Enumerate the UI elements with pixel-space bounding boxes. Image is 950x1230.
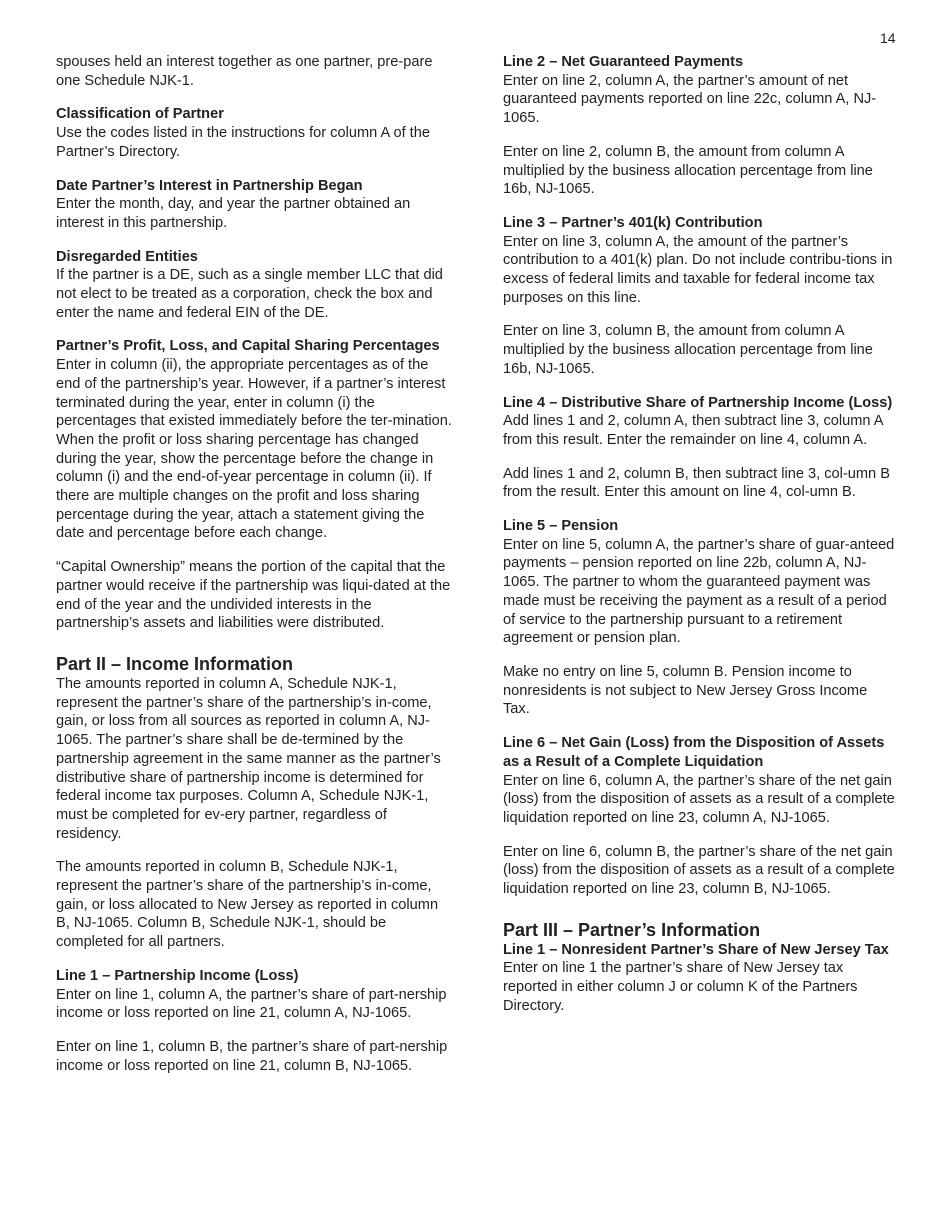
line1-heading: Line 1 – Partnership Income (Loss) bbox=[56, 967, 299, 984]
line6-text-2: Enter on line 6, column B, the partner’s share of the net gain (loss) from the disposition of assets as a result of a complete liquidation reported on line 23, column B, NJ-1065. bbox=[503, 843, 895, 898]
left-column bbox=[56, 53, 452, 1075]
line4-heading: Line 4 – Distributive Share of Partnership Income (Loss) bbox=[503, 394, 893, 411]
date-heading: Date Partner’s Interest in Partnership Began bbox=[56, 177, 363, 194]
part2-text-1: The amounts reported in column A, Schedule NJK-1, represent the partner’s share of the partnership’s in-come, gain, or loss from all sources as reported in column A, NJ-1065. The partner’s share shall be de-termined by the partnership agreement in the same manner as the partner’s distributive share of partnership income is determined for federal income tax purposes. Column A, Schedule NJK-1, must be completed for ev-ery partner, regardless of residency. bbox=[56, 675, 441, 842]
part2-section bbox=[56, 653, 452, 843]
capital-ownership-section bbox=[56, 558, 452, 633]
part2-column-b bbox=[56, 858, 452, 952]
disregarded-text: If the partner is a DE, such as a single member LLC that did not elect to be treated as a corporation, check the box and enter the name and federal EIN of the DE. bbox=[56, 267, 443, 321]
line2-section bbox=[503, 53, 897, 128]
line4-column-b bbox=[503, 465, 897, 502]
line6-text-1: Enter on line 6, column A, the partner’s share of the net gain (loss) from the disposition of assets as a result of a complete liquidation reported on line 23, column A, NJ-1065. bbox=[503, 772, 895, 826]
line6-section bbox=[503, 734, 897, 828]
part3-line1-heading: Line 1 – Nonresident Partner’s Share of New Jersey Tax bbox=[503, 941, 889, 958]
line4-text-2: Add lines 1 and 2, column B, then subtract line 3, col-umn B from the result. Enter this amount on line 4, col-umn B. bbox=[503, 465, 890, 501]
line4-text-1: Add lines 1 and 2, column A, then subtract line 3, column A from this result. Enter the remainder on line 4, column A. bbox=[503, 413, 883, 448]
line5-column-b bbox=[503, 663, 897, 719]
part2-heading: Part II – Income Information bbox=[56, 653, 294, 674]
line2-text-1: Enter on line 2, column A, the partner’s amount of net guaranteed payments reported on line 22c, column A, NJ-1065. bbox=[503, 72, 877, 127]
line2-heading: Line 2 – Net Guaranteed Payments bbox=[503, 54, 744, 70]
classification-heading: Classification of Partner bbox=[56, 106, 224, 123]
classification-text: Use the codes listed in the instructions for column A of the Partner’s Directory. bbox=[56, 125, 430, 160]
classification-section bbox=[56, 105, 452, 161]
line3-text-2: Enter on line 3, column B, the amount from column A multiplied by the business allocation percentage from line 16b, NJ-1065. bbox=[503, 323, 873, 377]
page-number: 14 bbox=[880, 30, 896, 46]
percentages-heading: Partner’s Profit, Loss, and Capital Sharing Percentages bbox=[56, 338, 440, 355]
right-column bbox=[503, 53, 897, 1016]
line5-text-1: Enter on line 5, column A, the partner’s share of guar-anteed payments – pension reported on line 22b, column A, NJ-1065. The partner to whom the guaranteed payment was made must be receiving the payment as a result of a period of service to the partnership pursuant to a retirement agreement or pension plan. bbox=[503, 536, 895, 647]
percentages-section bbox=[56, 337, 452, 543]
line6-heading: Line 6 – Net Gain (Loss) from the Disposition of Assets as a Result of a Complete Liquidation bbox=[503, 735, 885, 770]
intro-paragraph bbox=[56, 53, 452, 90]
line1-column-b bbox=[56, 1038, 452, 1075]
line3-column-b bbox=[503, 322, 897, 378]
line1-section bbox=[56, 967, 452, 1023]
line1-text-2: Enter on line 1, column B, the partner’s share of part-nership income or loss reported on line 21, column B, NJ-1065. bbox=[56, 1038, 448, 1074]
line3-section bbox=[503, 214, 897, 308]
line3-text-1: Enter on line 3, column A, the amount of the partner’s contribution to a 401(k) plan. Do not include contribu-tions in excess of federal limits and taxable for federal income tax purposes on this line. bbox=[503, 233, 893, 306]
disregarded-heading: Disregarded Entities bbox=[56, 248, 198, 265]
line3-heading: Line 3 – Partner’s 401(k) Contribution bbox=[503, 214, 763, 231]
part3-heading: Part III – Partner’s Information bbox=[503, 919, 761, 940]
intro-text: spouses held an interest together as one partner, pre-pare one Schedule NJK-1. bbox=[56, 54, 433, 89]
date-section bbox=[56, 177, 452, 233]
percentages-text: Enter in column (ii), the appropriate percentages as of the end of the partnership’s year. However, if a partner’s interest terminated during the year, enter in column (i) the percentages that existed immediately before the ter-mination. When the profit or loss sharing percentage has changed during the year, show the percentage before the change in column (i) and the end-of-year percentage in column (ii). If there are multiple changes on the profit and loss sharing percentage during the year, attach a statement giving the date and percentage before each change. bbox=[56, 357, 452, 542]
line5-text-2: Make no entry on line 5, column B. Pension income to nonresidents is not subject to New Jersey Gross Income Tax. bbox=[503, 663, 868, 718]
line1-text-1: Enter on line 1, column A, the partner’s share of part-nership income or loss reported on line 21, column A, NJ-1065. bbox=[56, 986, 447, 1022]
line2-column-b bbox=[503, 143, 897, 199]
part3-section bbox=[503, 919, 897, 1016]
line5-section bbox=[503, 517, 897, 648]
date-text: Enter the month, day, and year the partner obtained an interest in this partnership. bbox=[56, 196, 411, 231]
line5-heading: Line 5 – Pension bbox=[503, 518, 619, 535]
capital-ownership-text: “Capital Ownership” means the portion of the capital that the partner would receive if the partnership was liqui-dated at the end of the year and the undivided interests in the partnership’s assets and liabilities were distributed. bbox=[56, 559, 451, 632]
line4-section bbox=[503, 394, 897, 450]
line2-text-2: Enter on line 2, column B, the amount from column A multiplied by the business allocation percentage from line 16b, NJ-1065. bbox=[503, 143, 873, 198]
disregarded-section bbox=[56, 248, 452, 323]
part2-text-2: The amounts reported in column B, Schedule NJK-1, represent the partner’s share of the partnership’s in-come, gain, or loss allocated to New Jersey as reported in column B, NJ-1065. Column B, Schedule NJK-1, should be completed for all partners. bbox=[56, 859, 439, 951]
part3-line1-text: Enter on line 1 the partner’s share of New Jersey tax reported in either column J or column K of the Partners Directory. bbox=[503, 960, 858, 1014]
line6-column-b bbox=[503, 843, 897, 899]
